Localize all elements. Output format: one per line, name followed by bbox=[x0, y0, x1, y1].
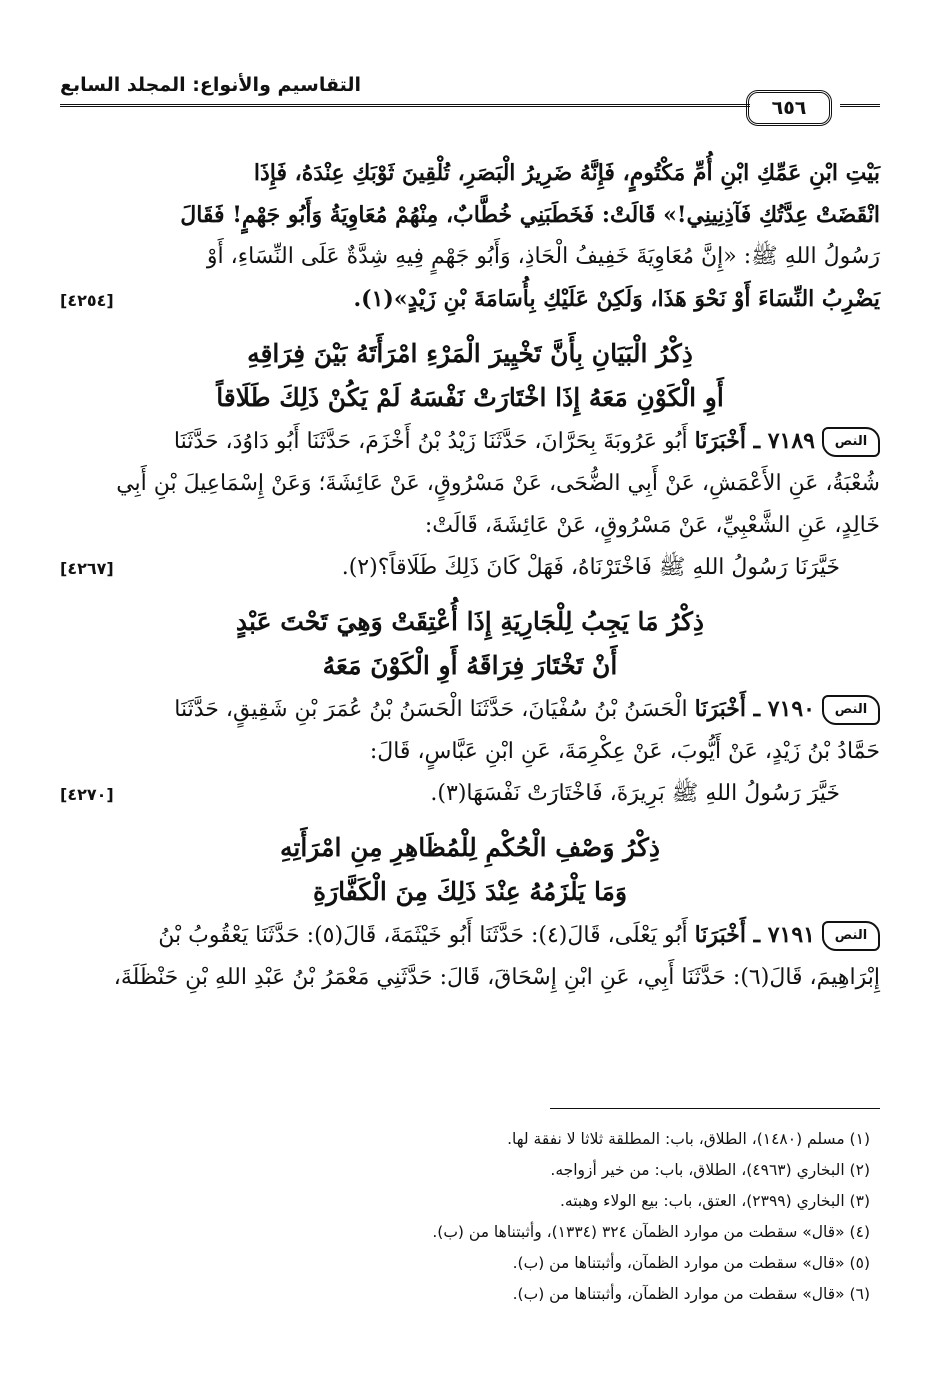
footnote: (٤) «قال» سقطت من موارد الظمآن ٣٢٤ (١٣٣٤)، وأثبتناها من (ب). bbox=[432, 1223, 870, 1241]
footnote: (٦) «قال» سقطت من موارد الظمآن، وأثبتناها من (ب). bbox=[512, 1285, 870, 1303]
text-line: خَيَّرَ رَسُولُ اللهِ ﷺ بَرِيرَةَ، فَاخْتَارَتْ نَفْسَهَا(٣). bbox=[430, 781, 840, 806]
nass-badge: النص bbox=[822, 695, 880, 725]
book-page bbox=[60, 62, 880, 1352]
hadith-7190-isnad bbox=[60, 688, 880, 731]
hadith-number: ٧١٩١ ـ أَخْبَرَنَا bbox=[694, 922, 815, 948]
hadith-matn bbox=[60, 547, 880, 590]
hadith-number: ٧١٨٩ ـ أَخْبَرَنَا bbox=[694, 428, 815, 454]
page-body bbox=[60, 152, 880, 999]
nass-badge: النص bbox=[822, 427, 880, 457]
footnote: (٣) البخاري (٢٣٩٩)، العتق، باب: بيع الولاء وهبته. bbox=[559, 1192, 870, 1210]
text-line: خَيَّرَنَا رَسُولُ اللهِ ﷺ فَاخْتَرْنَاهُ، فَهَلْ كَانَ ذَلِكَ طَلَاقاً؟(٢). bbox=[341, 555, 840, 580]
text-line: الْحَسَنُ بْنُ سُفْيَانَ، حَدَّثَنَا الْحَسَنُ بْنُ عُمَرَ بْنِ شَقِيقٍ، حَدَّثَنَا bbox=[174, 697, 688, 722]
section-heading: ذِكْرُ مَا يَجِبُ لِلْجَارِيَةِ إِذَا أُعْتِقَتْ وَهِيَ تَحْتَ عَبْدٍ bbox=[235, 607, 705, 636]
text-line: أَبُو عَرُوبَةَ بِحَرَّانَ، حَدَّثَنَا زَيْدُ بْنُ أَخْزَمَ، حَدَّثَنَا أَبُو دَاوُدَ، حَدَّثَنَا bbox=[173, 429, 688, 454]
hadith-number: ٧١٩٠ ـ أَخْبَرَنَا bbox=[694, 696, 815, 722]
footnote: (٥) «قال» سقطت من موارد الظمآن، وأثبتناها من (ب). bbox=[512, 1254, 870, 1272]
section-heading: ذِكْرُ الْبَيَانِ بِأَنَّ تَخْيِيرَ الْمَرْءِ امْرَأَتَهُ بَيْنَ فِرَاقِهِ bbox=[247, 339, 693, 368]
footnote-divider bbox=[550, 1108, 880, 1109]
text-line: أَبُو يَعْلَى، قَالَ(٤): حَدَّثَنَا أَبُو خَيْثَمَةَ، قَالَ(٥): حَدَّثَنَا يَعْقُوبُ بْنُ bbox=[158, 923, 688, 948]
hadith-7191-isnad bbox=[60, 914, 880, 957]
text-line: حَمَّادُ بْنُ زَيْدٍ، عَنْ أَيُّوبَ، عَنْ عِكْرِمَةَ، عَنِ ابْنِ عَبَّاسٍ، قَالَ: bbox=[369, 739, 880, 764]
section-heading: ذِكْرُ وَصْفِ الْحُكْمِ لِلْمُظَاهِرِ مِنِ امْرَأَتِهِ bbox=[280, 833, 660, 862]
header-rule-left bbox=[60, 104, 750, 110]
hadith-reference: [٤٢٦٧] bbox=[60, 559, 114, 578]
text-line: رَسُولُ اللهِ ﷺ: «إِنَّ مُعَاوِيَةَ خَفِيفُ الْحَاذِ، وَأَبُو جَهْمٍ فِيهِ شِدَّةٌ عَلَى النِّسَاءِ، أَوْ bbox=[206, 244, 880, 269]
hadith-reference: [٤٢٥٤] bbox=[60, 291, 114, 310]
page-number: ٦٥٦ bbox=[746, 90, 832, 126]
hadith-matn bbox=[60, 773, 880, 816]
text-line-with-ref bbox=[60, 278, 880, 322]
text-line: بَيْتِ ابْنِ عَمِّكِ ابْنِ أُمِّ مَكْتُومٍ، فَإِنَّهُ ضَرِيرُ الْبَصَرِ، تُلْقِينَ ثَوْبَكِ عِنْدَهُ، فَإِذَا bbox=[253, 160, 880, 186]
page-header bbox=[60, 62, 880, 124]
running-title: التقاسيم والأنواع: المجلد السابع bbox=[60, 74, 362, 96]
header-rule-right bbox=[840, 104, 880, 110]
section-heading: أَنْ تَخْتَارَ فِرَاقَهُ أَوِ الْكَوْنَ مَعَهُ bbox=[322, 651, 618, 680]
section-heading: وَمَا يَلْزَمُهُ عِنْدَ ذَلِكَ مِنَ الْكَفَّارَةِ bbox=[312, 877, 628, 906]
section-heading: أَوِ الْكَوْنِ مَعَهُ إِذَا اخْتَارَتْ نَفْسَهُ لَمْ يَكُنْ ذَلِكَ طَلَاقاً bbox=[216, 383, 724, 412]
text-line: خَالِدٍ، عَنِ الشَّعْبِيِّ، عَنْ مَسْرُوقٍ، عَنْ عَائِشَةَ، قَالَتْ: bbox=[424, 513, 880, 538]
hadith-7189-isnad bbox=[60, 420, 880, 463]
footnotes bbox=[60, 1124, 870, 1310]
hadith-reference: [٤٢٧٠] bbox=[60, 785, 114, 804]
footnote: (١) مسلم (١٤٨٠)، الطلاق، باب: المطلقة ثلاثا لا نفقة لها. bbox=[507, 1130, 870, 1148]
text-line: انْقَضَتْ عِدَّتُكِ فَآذِنِينِي!» قَالَتْ: فَخَطَبَنِي خُطَّابٌ، مِنْهُمْ مُعَاوِيَةُ وَأَبُو جَهْمٍ! فَقَالَ bbox=[180, 202, 880, 228]
footnote: (٢) البخاري (٤٩٦٣)، الطلاق، باب: من خير أزواجه. bbox=[550, 1161, 870, 1179]
text-line: شُعْبَةُ، عَنِ الأَعْمَشِ، عَنْ أَبِي الضُّحَى، عَنْ مَسْرُوقٍ، عَنْ عَائِشَةَ؛ وَعَنْ إِسْمَاعِيلَ بْنِ أَبِي bbox=[116, 471, 880, 496]
text-line: يَضْرِبُ النِّسَاءَ أَوْ نَحْوَ هَذَا، وَلَكِنْ عَلَيْكِ بِأُسَامَةَ بْنِ زَيْدٍ»(١). bbox=[353, 286, 880, 312]
text-line: إِبْرَاهِيمَ، قَالَ(٦): حَدَّثَنَا أَبِي، عَنِ ابْنِ إِسْحَاقَ، قَالَ: حَدَّثَنِي مَعْمَرُ بْنُ عَبْدِ اللهِ بْنِ حَنْظَلَةَ، bbox=[113, 965, 880, 990]
nass-badge: النص bbox=[822, 921, 880, 951]
